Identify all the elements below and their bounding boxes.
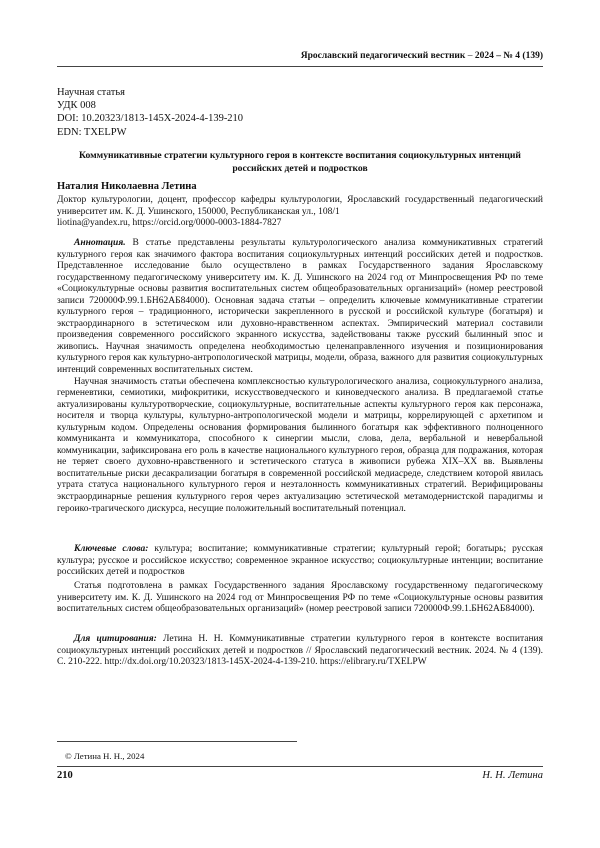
abstract-paragraph-2: Научная значимость статьи обеспечена комплексностью культурологического анализа, социокультурного анализа, герменевтики, семиотики, мифокритики, искусствоведческого и киноведческого анализа. В предлагаемой статье актуализированы культуротворческие, социокультурные, воспитательные аспекты культурного героя как персонажа, носителя и творца культуры, культурно-антропологической модели и матрицы, коррелирующей с архетипом и культурным кодом. Определены основания формирования былинного богатыря как эффективного полноценного коммуниканта и коммуникатора, способного к синергии мысли, слова, дела, вербальной и невербальной коммуникации, зафиксирована его роль в качестве национального культурного героя, образца для подражания, которая не теряет своего духовно-нравственного и эстетического статуса в живописи рубежа XIX–XX вв. Выявлены воспитательные риски десакрализации богатыря в современной российской медиасреде, следствием которой явилась утрата статуса национального культурного героя и неэталонность коммуникативных стратегий. Верифицированы экстраординарные решения культурного героя через актуализацию эстетической метамодернистской парадигмы и героико-трагического дискурса, несущие положительный воспитательный потенциал. xyxy=(57,376,543,514)
doi: DOI: 10.20323/1813-145X-2024-4-139-210 xyxy=(57,113,244,125)
header-rule xyxy=(57,66,543,67)
abstract-text-1: В статье представлены результаты культурологического анализа коммуникативных стратегий культурного героя как значимого фактора воспитания социокультурных интенций российских детей и подростков. Представленное исследование было осуществлено в рамках Государственного задания Ярославскому государственному педагогическому университету им. К. Д. Ушинского на 2024 год от Минпросвещения РФ по теме «Социокультурные основы развития воспитательных систем общеобразовательных организаций» (номер реестровой записи 720000Ф.99.1.БН62АБ84000). Основная задача статьи – определить ключевые коммуникативные стратегии культурного героя – традиционного, исторически закрепленного в русской и российской культуре (богатыря) и экстраординарного в эстетическом или духовно-нравственном аспектах. Эмпирический материал составили произведения современного российского экранного искусства, задействованы также русский былинный эпос и живопись. Научная значимость определена необходимостью целенаправленного изучения и позиционирования культурного героя как культурно-антропологической матрицы, модели, образа, важного для развития социокультурных интенций современных воспитательных систем. xyxy=(57,238,543,376)
footer-author: Н. Н. Летина xyxy=(482,770,543,781)
article-title: Коммуникативные стратегии культурного героя в контексте воспитания социокультурных интенций российских детей и подростков xyxy=(79,150,521,174)
running-head-separator: – xyxy=(465,51,475,61)
author-info: Доктор культурологии, доцент, профессор кафедры культурологии, Ярославский государственный педагогический университет им. К. Д. Ушинского, 150000, Республиканская ул., 108/1 xyxy=(57,195,543,217)
edn: EDN: TXELPW xyxy=(57,126,127,138)
citation xyxy=(57,634,543,669)
copyright: © Летина Н. Н., 2024 xyxy=(65,751,145,761)
author-affiliation xyxy=(57,195,543,230)
journal-name: Ярославский педагогический вестник xyxy=(300,51,466,61)
article-type: Научная статья xyxy=(57,87,125,98)
abstract-paragraph-1 xyxy=(57,238,543,377)
udc-code: УДК 008 xyxy=(57,100,96,112)
article-meta xyxy=(57,86,243,139)
abstract-label: Аннотация. xyxy=(74,238,126,248)
journal-issue: 2024 – № 4 (139) xyxy=(474,51,543,61)
footer-rule xyxy=(57,766,543,767)
abstract xyxy=(57,238,543,515)
keywords xyxy=(57,544,543,579)
running-head xyxy=(57,51,543,61)
author-contacts: liotina@yandex.ru, https://orcid.org/0000-0003-1884-7827 xyxy=(57,218,282,229)
keywords-label: Ключевые слова: xyxy=(74,544,149,554)
footnote-rule xyxy=(57,741,297,742)
funding-note: Статья подготовлена в рамках Государственного задания Ярославскому государственному педагогическому университету им. К. Д. Ушинского на 2024 год от Минпросвещения РФ по теме «Социокультурные основы развития воспитательных систем общеобразовательных организаций» (номер реестровой записи 720000Ф.99.1.БН62АБ84000). xyxy=(57,581,543,615)
keywords-text: культура; воспитание; коммуникативные стратегии; культурный герой; богатырь; русская культура; русское и российское искусство; современное экранное искусство; социокультурные интенции; воспитание российских детей и подростков xyxy=(57,544,543,578)
citation-text: Летина Н. Н. Коммуникативные стратегии культурного героя в контексте воспитания социокультурных интенций российских детей и подростков // Ярославский педагогический вестник. 2024. № 4 (139). С. 210-222. http://dx.doi.org/10.20323/1813-145X-2024-4-139-210. https://elibrary.ru/TXELPW xyxy=(57,634,543,668)
page-number: 210 xyxy=(57,770,73,781)
author-name: Наталия Николаевна Летина xyxy=(57,181,197,192)
citation-label: Для цитирования: xyxy=(74,634,157,644)
